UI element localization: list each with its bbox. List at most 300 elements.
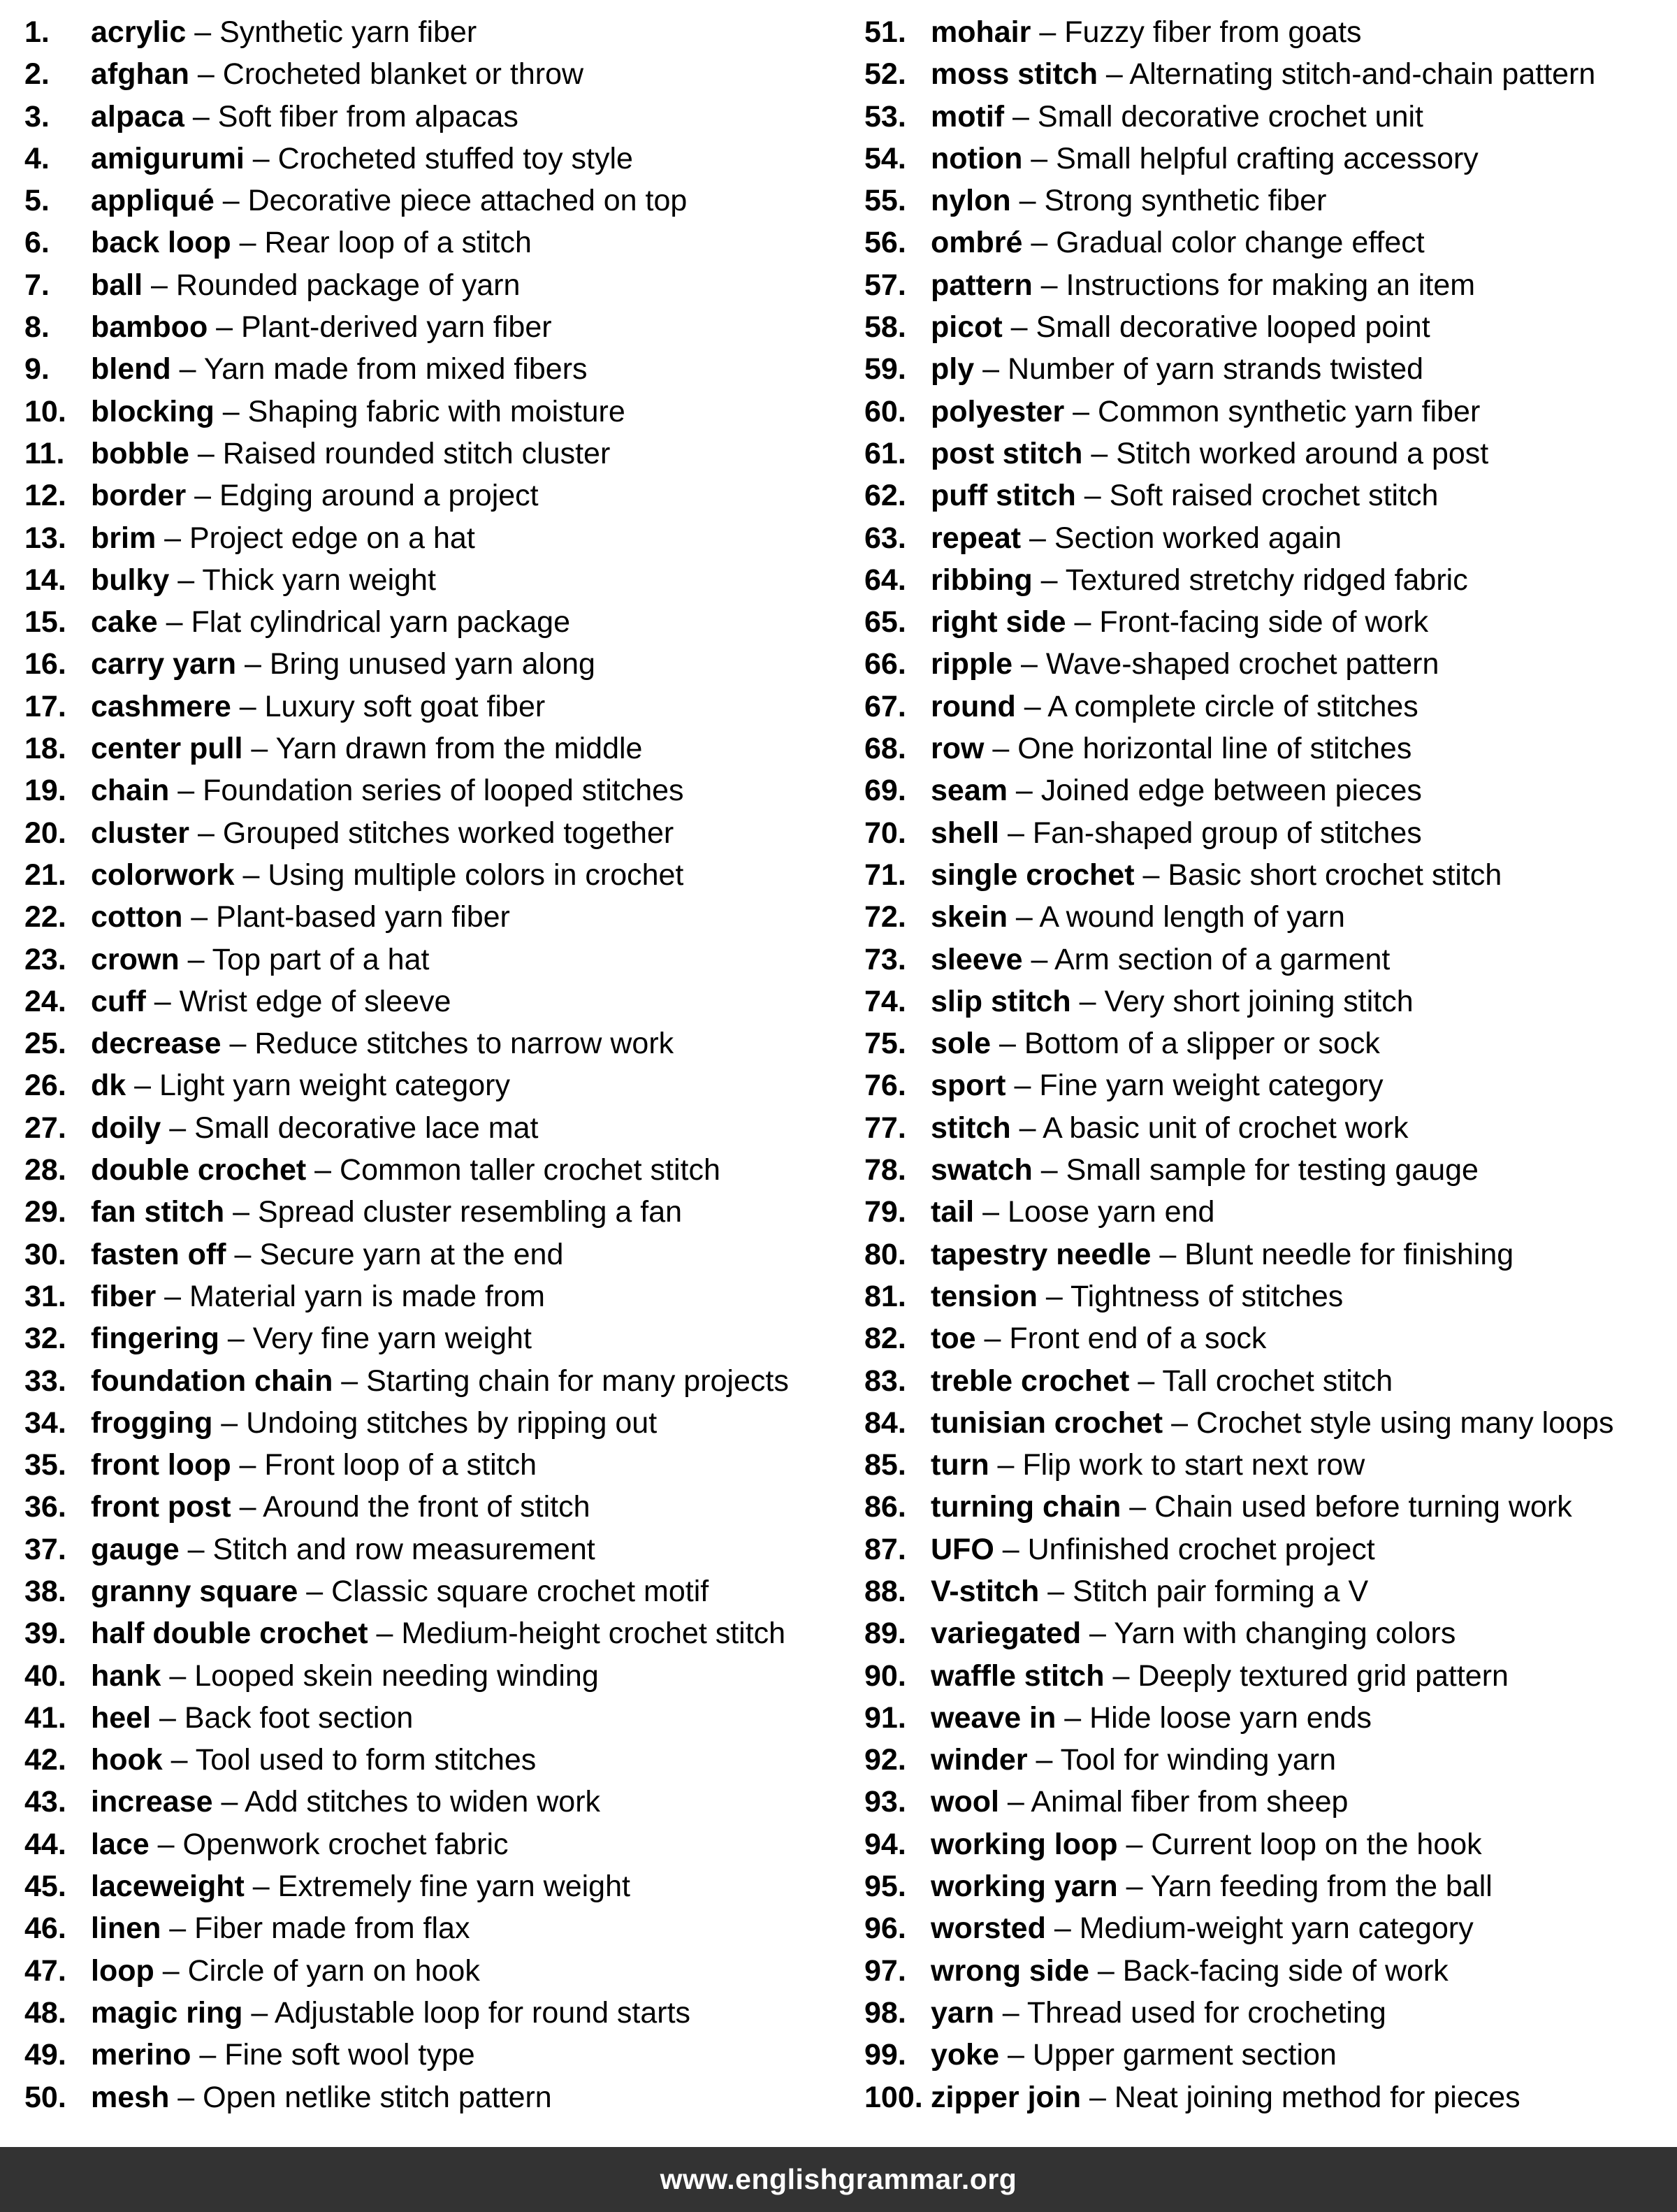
- item-term: loop: [91, 1953, 154, 1988]
- list-item: [24, 1317, 838, 1359]
- item-text: [931, 1444, 1365, 1486]
- item-term: afghan: [91, 57, 189, 92]
- item-separator: –: [991, 1027, 1024, 1061]
- item-definition: Open netlike stitch pattern: [203, 2080, 552, 2114]
- item-separator: –: [151, 1700, 184, 1735]
- item-term: increase: [91, 1785, 213, 1819]
- item-text: [931, 53, 1595, 95]
- item-term: sport: [931, 1069, 1006, 1103]
- item-term: repeat: [931, 521, 1022, 555]
- item-number: 24.: [24, 984, 66, 1018]
- item-definition: Rounded package of yarn: [175, 268, 521, 302]
- list-item: [24, 1697, 838, 1739]
- item-term: sleeve: [931, 942, 1023, 976]
- item-definition: Openwork crochet fabric: [182, 1827, 509, 1861]
- item-term: back loop: [91, 226, 231, 260]
- item-number: 2.: [24, 57, 50, 92]
- item-text: [931, 686, 1418, 728]
- item-separator: –: [156, 1279, 189, 1313]
- item-separator: –: [1037, 1279, 1070, 1313]
- item-definition: Plant-based yarn fiber: [216, 900, 510, 934]
- item-text: [91, 896, 510, 938]
- list-item: [24, 686, 838, 728]
- item-text: [91, 53, 583, 95]
- item-definition: Neat joining method for pieces: [1114, 2080, 1520, 2114]
- item-separator: –: [162, 1743, 196, 1777]
- item-term: laceweight: [91, 1870, 245, 1904]
- item-definition: Yarn feeding from the ball: [1150, 1870, 1493, 1904]
- item-definition: Plant-derived yarn fiber: [241, 310, 552, 345]
- item-definition: Section worked again: [1054, 521, 1342, 555]
- list-item: [864, 517, 1677, 559]
- list-item: [864, 769, 1677, 811]
- item-separator: –: [974, 1195, 1008, 1229]
- item-separator: –: [231, 1448, 265, 1482]
- item-separator: –: [1010, 1111, 1043, 1145]
- item-separator: –: [1066, 605, 1100, 639]
- item-number: 10.: [24, 394, 66, 428]
- item-separator: –: [1022, 226, 1057, 260]
- item-text: [931, 1275, 1343, 1317]
- item-term: ball: [91, 268, 143, 302]
- list-item: [864, 896, 1677, 938]
- item-number: 49.: [24, 2038, 66, 2072]
- item-definition: Material yarn is made from: [189, 1279, 545, 1313]
- list-item: [24, 1149, 838, 1191]
- item-text: [931, 1823, 1482, 1865]
- item-term: worsted: [931, 1911, 1046, 1946]
- item-term: fiber: [91, 1279, 157, 1313]
- item-text: [931, 1064, 1384, 1106]
- item-term: decrease: [91, 1027, 222, 1061]
- list-item: [864, 1317, 1677, 1359]
- item-definition: Very fine yarn weight: [252, 1322, 532, 1356]
- item-number: 55.: [864, 184, 906, 218]
- item-separator: –: [298, 1574, 332, 1608]
- item-term: wrong side: [931, 1953, 1089, 1988]
- item-number: 64.: [864, 563, 906, 597]
- item-text: [931, 1570, 1368, 1612]
- item-definition: Small helpful crafting accessory: [1056, 141, 1479, 175]
- item-number: 52.: [864, 57, 906, 92]
- item-text: [931, 559, 1468, 601]
- item-text: [91, 1612, 785, 1654]
- item-separator: –: [231, 226, 265, 260]
- list-item: [24, 1402, 838, 1444]
- item-term: lace: [91, 1827, 150, 1861]
- item-text: [91, 981, 451, 1022]
- item-separator: –: [224, 1195, 258, 1229]
- item-definition: Yarn made from mixed fibers: [203, 352, 588, 386]
- item-text: [91, 1107, 538, 1149]
- item-text: [91, 138, 633, 180]
- item-term: blend: [91, 352, 171, 386]
- item-text: [931, 2034, 1337, 2076]
- item-separator: –: [242, 1995, 275, 2030]
- list-item: [864, 1950, 1677, 1992]
- item-term: post stitch: [931, 436, 1083, 470]
- item-term: ply: [931, 352, 975, 386]
- list-item: [864, 981, 1677, 1022]
- item-text: [91, 559, 436, 601]
- list-item: [24, 1655, 838, 1697]
- item-text: [91, 686, 545, 728]
- item-term: ripple: [931, 647, 1013, 681]
- list-item: [24, 939, 838, 981]
- item-text: [931, 896, 1345, 938]
- list-item: [24, 1570, 838, 1612]
- item-term: front loop: [91, 1448, 231, 1482]
- item-text: [91, 306, 552, 348]
- list-item: [24, 2076, 838, 2118]
- list-item: [24, 1191, 838, 1233]
- item-number: 25.: [24, 1027, 66, 1061]
- item-separator: –: [226, 1237, 260, 1271]
- item-term: tapestry needle: [931, 1237, 1152, 1271]
- item-separator: –: [234, 858, 268, 892]
- list-item: [864, 1022, 1677, 1064]
- item-text: [931, 728, 1411, 769]
- item-separator: –: [169, 563, 203, 597]
- item-text: [931, 1528, 1375, 1570]
- item-separator: –: [208, 310, 242, 345]
- item-text: [931, 180, 1326, 222]
- item-definition: Blunt needle for finishing: [1184, 1237, 1514, 1271]
- glossary: [0, 11, 1677, 2118]
- item-text: [91, 1528, 595, 1570]
- item-number: 26.: [24, 1069, 66, 1103]
- item-number: 44.: [24, 1827, 66, 1861]
- item-number: 27.: [24, 1111, 66, 1145]
- list-item: [24, 643, 838, 685]
- item-term: round: [931, 689, 1016, 723]
- list-item: [24, 475, 838, 516]
- item-separator: –: [221, 1027, 255, 1061]
- item-number: 70.: [864, 816, 906, 850]
- item-number: 90.: [864, 1658, 906, 1693]
- item-number: 69.: [864, 774, 906, 808]
- item-text: [91, 1064, 510, 1106]
- item-definition: Decorative piece attached on top: [247, 184, 688, 218]
- item-number: 41.: [24, 1700, 66, 1735]
- item-separator: –: [157, 605, 191, 639]
- item-definition: Strong synthetic fiber: [1044, 184, 1327, 218]
- list-item: [24, 1107, 838, 1149]
- item-definition: Fan-shaped group of stitches: [1032, 816, 1422, 850]
- item-text: [931, 475, 1438, 516]
- item-term: waffle stitch: [931, 1658, 1105, 1693]
- item-text: [91, 1275, 545, 1317]
- item-number: 92.: [864, 1743, 906, 1777]
- list-item: [864, 1992, 1677, 2034]
- item-text: [91, 1823, 509, 1865]
- item-number: 7.: [24, 268, 50, 302]
- item-definition: Stitch worked around a post: [1116, 436, 1489, 470]
- item-definition: Current loop on the hook: [1151, 1827, 1482, 1861]
- list-item: [864, 728, 1677, 769]
- item-term: fan stitch: [91, 1195, 225, 1229]
- item-text: [91, 517, 475, 559]
- item-text: [931, 1865, 1493, 1907]
- item-number: 84.: [864, 1405, 906, 1440]
- item-text: [91, 1781, 600, 1823]
- item-text: [931, 1191, 1214, 1233]
- list-item: [24, 1823, 838, 1865]
- item-separator: –: [236, 647, 270, 681]
- item-text: [91, 2034, 475, 2076]
- item-number: 42.: [24, 1743, 66, 1777]
- item-separator: –: [1007, 774, 1041, 808]
- item-term: picot: [931, 310, 1003, 345]
- item-term: sole: [931, 1027, 992, 1061]
- item-definition: Tool used to form stitches: [195, 1743, 537, 1777]
- list-item: [864, 1865, 1677, 1907]
- item-number: 16.: [24, 647, 66, 681]
- list-item: [24, 348, 838, 390]
- item-term: border: [91, 479, 187, 513]
- item-term: alpaca: [91, 99, 184, 133]
- item-text: [931, 264, 1475, 306]
- item-separator: –: [189, 436, 223, 470]
- item-separator: –: [212, 1785, 245, 1819]
- footer-url: www.englishgrammar.org: [660, 2163, 1017, 2195]
- item-separator: –: [994, 1995, 1027, 2030]
- item-number: 28.: [24, 1153, 66, 1187]
- item-text: [91, 433, 610, 475]
- item-number: 13.: [24, 521, 66, 555]
- item-text: [931, 1655, 1509, 1697]
- item-text: [931, 138, 1479, 180]
- list-item: [24, 559, 838, 601]
- list-item: [24, 306, 838, 348]
- item-definition: Shaping fabric with moisture: [247, 394, 625, 428]
- item-number: 11.: [24, 436, 65, 470]
- item-definition: Small decorative lace mat: [194, 1111, 539, 1145]
- item-definition: Project edge on a hat: [189, 521, 475, 555]
- item-text: [931, 939, 1390, 981]
- item-term: cotton: [91, 900, 183, 934]
- item-definition: Fuzzy fiber from goats: [1064, 15, 1362, 49]
- item-text: [931, 1022, 1380, 1064]
- item-separator: –: [1064, 394, 1098, 428]
- item-separator: –: [1081, 1617, 1115, 1651]
- list-item: [864, 1444, 1677, 1486]
- item-text: [931, 306, 1430, 348]
- item-term: granny square: [91, 1574, 298, 1608]
- item-term: ribbing: [931, 563, 1033, 597]
- item-term: brim: [91, 521, 157, 555]
- item-text: [931, 11, 1362, 53]
- item-separator: –: [1117, 1827, 1152, 1861]
- item-number: 32.: [24, 1322, 66, 1356]
- item-definition: A basic unit of crochet work: [1043, 1111, 1409, 1145]
- item-definition: Instructions for making an item: [1066, 268, 1476, 302]
- item-text: [931, 1992, 1386, 2034]
- item-number: 91.: [864, 1700, 906, 1735]
- item-definition: Synthetic yarn fiber: [219, 15, 477, 49]
- item-number: 60.: [864, 394, 906, 428]
- item-term: colorwork: [91, 858, 235, 892]
- item-definition: Extremely fine yarn weight: [277, 1870, 630, 1904]
- list-item: [864, 939, 1677, 981]
- item-term: row: [931, 732, 985, 766]
- item-separator: –: [1151, 1237, 1185, 1271]
- item-definition: Wave-shaped crochet pattern: [1045, 647, 1439, 681]
- list-item: [864, 1697, 1677, 1739]
- item-text: [91, 1234, 563, 1275]
- item-text: [931, 2076, 1520, 2118]
- item-separator: –: [989, 1448, 1023, 1482]
- list-item: [864, 1275, 1677, 1317]
- item-separator: –: [1082, 436, 1117, 470]
- item-definition: Joined edge between pieces: [1040, 774, 1422, 808]
- item-separator: –: [1032, 1153, 1066, 1187]
- item-number: 39.: [24, 1617, 66, 1651]
- list-item: [24, 896, 838, 938]
- item-text: [931, 1907, 1474, 1949]
- item-term: moss stitch: [931, 57, 1098, 92]
- item-text: [931, 222, 1425, 263]
- item-definition: Crocheted blanket or throw: [222, 57, 584, 92]
- list-item: [864, 138, 1677, 180]
- item-separator: –: [214, 394, 248, 428]
- item-term: yarn: [931, 1995, 994, 2030]
- item-definition: Upper garment section: [1032, 2038, 1337, 2072]
- item-separator: –: [1002, 310, 1036, 345]
- item-separator: –: [975, 1322, 1010, 1356]
- item-term: zipper join: [931, 2080, 1081, 2114]
- list-item: [864, 1191, 1677, 1233]
- item-text: [91, 11, 477, 53]
- item-text: [91, 1992, 690, 2034]
- item-definition: Animal fiber from sheep: [1031, 1785, 1349, 1819]
- item-term: treble crochet: [931, 1364, 1130, 1398]
- list-item: [864, 1107, 1677, 1149]
- item-text: [91, 1191, 682, 1233]
- item-term: cuff: [91, 984, 146, 1018]
- item-text: [91, 1317, 532, 1359]
- item-separator: –: [169, 774, 203, 808]
- item-text: [931, 601, 1428, 643]
- item-definition: Using multiple colors in crochet: [268, 858, 684, 892]
- item-number: 1.: [24, 15, 50, 49]
- item-separator: –: [154, 1953, 188, 1988]
- item-separator: –: [219, 1322, 253, 1356]
- item-text: [91, 1444, 537, 1486]
- item-term: motif: [931, 99, 1005, 133]
- item-text: [931, 433, 1488, 475]
- item-text: [931, 391, 1480, 433]
- item-definition: Top part of a hat: [212, 942, 430, 976]
- item-separator: –: [1163, 1405, 1196, 1440]
- item-number: 23.: [24, 942, 66, 976]
- item-separator: –: [1027, 1743, 1061, 1777]
- item-number: 18.: [24, 732, 66, 766]
- list-item: [24, 981, 838, 1022]
- item-separator: –: [1045, 1911, 1080, 1946]
- item-term: tail: [931, 1195, 975, 1229]
- list-item: [24, 433, 838, 475]
- item-text: [931, 1149, 1479, 1191]
- list-item: [24, 222, 838, 263]
- list-item: [24, 1022, 838, 1064]
- item-text: [931, 1360, 1393, 1402]
- item-text: [931, 1612, 1455, 1654]
- list-item: [24, 1360, 838, 1402]
- item-term: cluster: [91, 816, 190, 850]
- item-definition: Common synthetic yarn fiber: [1098, 394, 1481, 428]
- item-number: 29.: [24, 1195, 66, 1229]
- item-number: 77.: [864, 1111, 906, 1145]
- item-number: 81.: [864, 1279, 906, 1313]
- list-item: [864, 1064, 1677, 1106]
- list-item: [864, 559, 1677, 601]
- item-separator: –: [182, 900, 217, 934]
- list-item: [864, 686, 1677, 728]
- item-number: 40.: [24, 1658, 66, 1693]
- item-number: 61.: [864, 436, 906, 470]
- item-term: linen: [91, 1911, 161, 1946]
- item-text: [931, 1697, 1372, 1739]
- item-definition: Back-facing side of work: [1122, 1953, 1449, 1988]
- item-term: right side: [931, 605, 1066, 639]
- item-term: stitch: [931, 1111, 1011, 1145]
- item-term: puff stitch: [931, 479, 1076, 513]
- item-separator: –: [1032, 268, 1066, 302]
- item-number: 8.: [24, 310, 50, 345]
- list-item: [24, 854, 838, 896]
- item-term: polyester: [931, 394, 1065, 428]
- list-item: [24, 728, 838, 769]
- item-separator: –: [170, 352, 204, 386]
- item-number: 4.: [24, 141, 50, 175]
- item-definition: Starting chain for many projects: [366, 1364, 789, 1398]
- item-definition: Yarn with changing colors: [1114, 1617, 1456, 1651]
- item-text: [91, 1697, 413, 1739]
- item-definition: Fine yarn weight category: [1039, 1069, 1384, 1103]
- item-definition: Luxury soft goat fiber: [264, 689, 546, 723]
- item-definition: Alternating stitch-and-chain pattern: [1129, 57, 1596, 92]
- item-term: notion: [931, 141, 1023, 175]
- item-text: [91, 1655, 599, 1697]
- item-separator: –: [244, 141, 278, 175]
- item-separator: –: [186, 15, 220, 49]
- item-definition: Textured stretchy ridged fabric: [1065, 563, 1468, 597]
- item-text: [91, 180, 687, 222]
- item-term: turning chain: [931, 1490, 1121, 1524]
- item-text: [91, 854, 683, 896]
- item-text: [91, 1149, 720, 1191]
- list-item: [864, 1739, 1677, 1781]
- item-term: nylon: [931, 184, 1011, 218]
- list-item: [864, 643, 1677, 685]
- item-definition: Grouped stitches worked together: [222, 816, 674, 850]
- list-item: [24, 264, 838, 306]
- list-item: [24, 1865, 838, 1907]
- item-text: [931, 812, 1422, 854]
- item-number: 54.: [864, 141, 906, 175]
- item-text: [91, 643, 595, 685]
- list-item: [24, 1486, 838, 1528]
- item-definition: Spread cluster resembling a fan: [257, 1195, 683, 1229]
- list-item: [864, 601, 1677, 643]
- item-separator: –: [1015, 689, 1048, 723]
- list-item: [24, 1064, 838, 1106]
- item-definition: Bottom of a slipper or sock: [1024, 1027, 1380, 1061]
- item-term: ombré: [931, 226, 1023, 260]
- item-number: 30.: [24, 1237, 66, 1271]
- item-separator: –: [231, 689, 265, 723]
